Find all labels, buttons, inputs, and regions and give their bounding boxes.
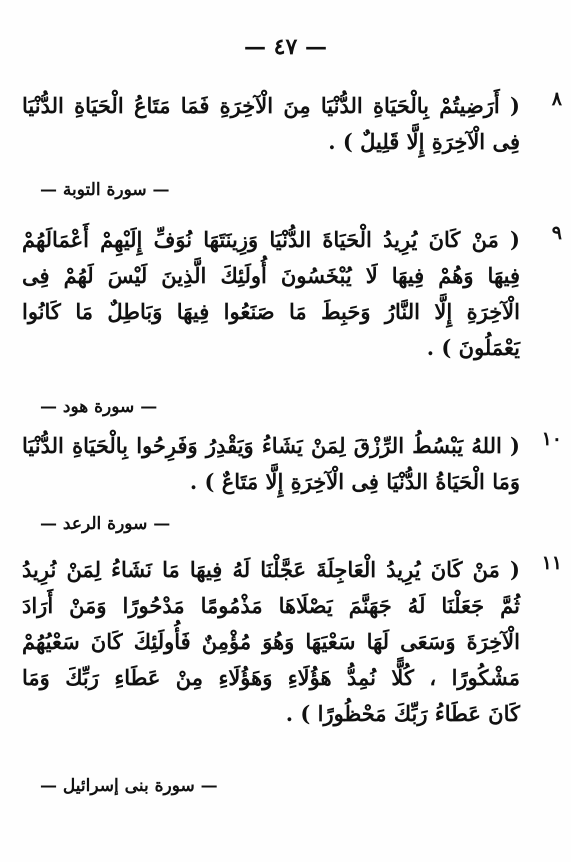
verse-line: الْآخِرَةَ وَسَعَى لَهَا سَعْيَهَا وَهُوَ مُؤْمِنٌ فَأُولَئِكَ كَانَ سَعْيُهُمْ xyxy=(22,629,520,654)
verse-8 xyxy=(22,88,562,160)
verse-number: ٨ xyxy=(551,88,562,110)
verse-line: فِى الْآخِرَةِ إِلَّا قَلِيلٌ ) . xyxy=(328,129,520,154)
sura-label-isra: — سورة بنى إسرائيل — xyxy=(40,776,218,796)
verse-10 xyxy=(22,428,562,500)
verse-line: ( مَنْ كَانَ يُرِيدُ الْعَاجِلَةَ عَجَّلْنَا لَهُ فِيهَا مَا نَشَاءُ لِمَنْ نُرِيدُ xyxy=(22,557,520,582)
verse-number: ١٠ xyxy=(541,428,562,450)
verse-line: مَشْكُورًا ، كُلًّا نُمِدُّ هَؤُلَاءِ وَهَؤُلَاءِ مِنْ عَطَاءِ رَبِّكَ وَمَا xyxy=(22,665,520,690)
verse-number: ١١ xyxy=(541,552,562,574)
verse-line: الْآخِرَةِ إِلَّا النَّارُ وَحَبِطَ مَا صَنَعُوا فِيهَا وَبَاطِلٌ مَا كَانُوا xyxy=(22,299,520,324)
verse-line: ثُمَّ جَعَلْنَا لَهُ جَهَنَّمَ يَصْلَاهَا مَذْمُومًا مَدْحُورًا وَمَنْ أَرَادَ xyxy=(22,593,520,618)
verse-line: كَانَ عَطَاءُ رَبِّكَ مَحْظُورًا ) . xyxy=(285,701,520,726)
verse-line: ( مَنْ كَانَ يُرِيدُ الْحَيَاةَ الدُّنْيَا وَزِينَتَهَا نُوَفِّ إِلَيْهِمْ أَعْمَالَهُمْ xyxy=(22,227,520,252)
sura-label-tawba: — سورة التوبة — xyxy=(40,180,170,200)
page-number: — ٤٧ — xyxy=(244,34,327,60)
sura-label-hud: — سورة هود — xyxy=(40,397,158,417)
verse-line: فِيهَا وَهُمْ فِيهَا لَا يُبْخَسُونَ أُولَئِكَ الَّذِينَ لَيْسَ لَهُمْ فِى xyxy=(22,263,520,288)
verse-9 xyxy=(22,222,562,366)
verse-11 xyxy=(22,552,562,732)
verse-line: يَعْمَلُونَ ) . xyxy=(426,335,520,360)
verse-number: ٩ xyxy=(551,222,562,244)
sura-label-raad: — سورة الرعد — xyxy=(40,514,171,534)
verse-line: وَمَا الْحَيَاةُ الدُّنْيَا فِى الْآخِرَةِ إِلَّا مَتَاعٌ ) . xyxy=(189,469,520,494)
verse-line: ( اللهُ يَبْسُطُ الرِّزْقَ لِمَنْ يَشَاءُ وَيَقْدِرُ وَفَرِحُوا بِالْحَيَاةِ الدُّنْيَا xyxy=(22,433,520,458)
verse-line: ( أَرَضِيتُمْ بِالْحَيَاةِ الدُّنْيَا مِنَ الْآخِرَةِ فَمَا مَتَاعُ الْحَيَاةِ الدُّنْيَا xyxy=(22,93,520,118)
